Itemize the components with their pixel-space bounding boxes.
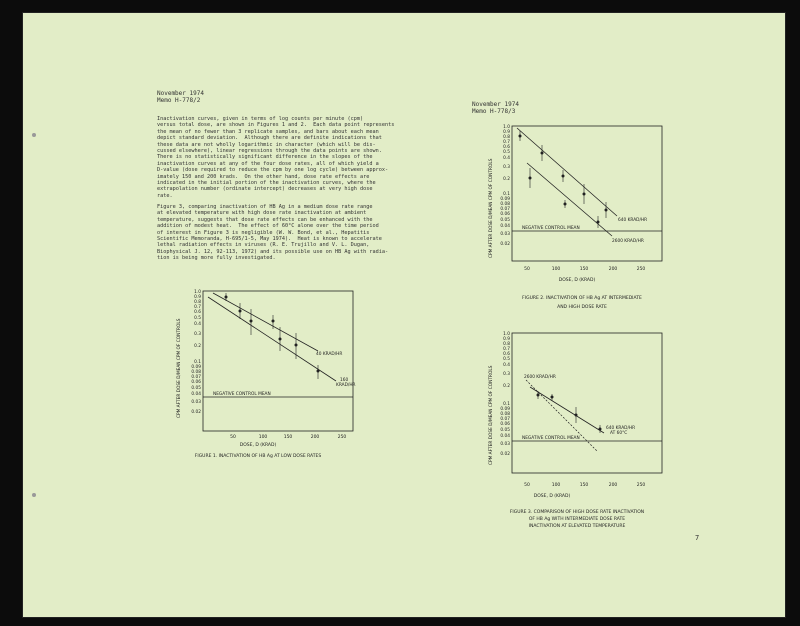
series-label-160-line1: 160 xyxy=(340,378,349,383)
y-tick: 0.08 xyxy=(500,412,510,417)
series-label-2600: 2600 KRAD/HR xyxy=(524,375,556,380)
figure-caption-line2: OF HB Ag WITH INTERMEDIATE DOSE RATE xyxy=(528,517,626,522)
y-tick: 0.4 xyxy=(194,322,201,327)
figure-caption: FIGURE 1. INACTIVATION OF HB Ag AT LOW DOSE RATES xyxy=(194,454,322,459)
body-paragraph-2: Figure 3, comparing inactivation of HB Ag in a medium dose rate range at elevated temperature with high dose rate inactivation at ambient temperature, suggests that dose rate effects can be enhanced with the addition of modest heat. The effect of 60°C alone over the time period of interest in Figure 3 is negligible (W. W. Bond, et al., Hepatitis Scientific Memoranda, H-695/1-5, May 1974). Heat is known to accelerate lethal radiation effects in viruses (R. E. Trujillo and V. L. Dugan, Biophysical J. 12, 92-113, 1972) and its possible use on HB Ag with radia- tion is being more fully investigated. xyxy=(157,204,389,262)
memo-date: November 1974 xyxy=(472,101,519,108)
y-tick: 0.2 xyxy=(503,384,510,389)
y-tick: 0.3 xyxy=(503,165,510,170)
page-number: 7 xyxy=(695,534,700,542)
series-label-640-line2: AT 60°C xyxy=(610,431,628,436)
memo-header-left xyxy=(157,90,204,104)
y-tick: 0.3 xyxy=(194,332,201,337)
y-tick: 0.03 xyxy=(500,442,510,447)
y-axis-label: CPM AFTER DOSE D/MEAN CPM OF CONTROLS xyxy=(489,158,494,258)
y-tick: 0.04 xyxy=(500,224,510,229)
y-tick-labels xyxy=(500,124,510,247)
punch-hole xyxy=(32,493,36,497)
x-tick: 200 xyxy=(310,435,320,440)
y-tick: 0.02 xyxy=(191,410,201,415)
y-tick: 0.06 xyxy=(500,422,510,427)
x-tick: 250 xyxy=(636,483,646,488)
y-tick: 0.5 xyxy=(194,316,201,321)
y-tick: 0.08 xyxy=(191,370,201,375)
series-label-40: 40 KRAD/HR xyxy=(316,352,343,357)
y-tick: 0.5 xyxy=(503,150,510,155)
y-tick-labels xyxy=(500,331,510,457)
negative-control-label: NEGATIVE CONTROL MEAN xyxy=(522,436,580,441)
y-tick: 0.1 xyxy=(194,360,201,365)
memo-ref: Memo H-778/3 xyxy=(472,108,516,115)
y-tick: 0.07 xyxy=(500,207,510,212)
regression-line-160 xyxy=(208,297,336,381)
x-tick-labels xyxy=(230,434,346,440)
y-tick: 0.08 xyxy=(500,202,510,207)
series-label-640-line1: 640 KRAD/HR xyxy=(606,426,636,431)
data-points xyxy=(519,131,607,228)
y-tick: 0.9 xyxy=(503,130,510,135)
y-tick: 0.04 xyxy=(500,434,510,439)
negative-control-label: NEGATIVE CONTROL MEAN xyxy=(522,226,580,231)
regression-line-40 xyxy=(213,293,318,351)
x-tick: 150 xyxy=(579,267,589,272)
y-tick: 0.8 xyxy=(503,135,510,140)
y-tick: 0.09 xyxy=(500,197,510,202)
y-tick: 0.6 xyxy=(503,145,510,150)
x-tick: 200 xyxy=(608,267,618,272)
x-axis-label: DOSE, D (KRAD) xyxy=(239,443,277,448)
y-tick: 0.4 xyxy=(503,156,510,161)
y-tick: 0.3 xyxy=(503,372,510,377)
x-tick-labels xyxy=(524,266,645,272)
x-tick: 150 xyxy=(283,435,293,440)
figure-caption-line1: FIGURE 2. INACTIVATION OF HB Ag AT INTERMEDIATE xyxy=(522,296,642,301)
body-paragraph-1: Inactivation curves, given in terms of log counts per minute (cpm) versus total dose, are shown in Figures 1 and 2. Each data point represents the mean of no fewer than 3 replicate samples, and bars about each mean depict standard deviation. Although there are definite indications that these data are not wholly logarithmic in character (which will be dis- cussed elsewhere), linear regressions through the data points are shown. There is no statistically significant difference in the slopes of the inactivation curves at any of the four dose rates, all of which yield a D-value (dose required to reduce the cpm by one log cycle) between approx- imately 150 and 200 krads. On the other hand, dose rate effects are indicated in the initial portion of the inactivation curves, where the extrapolation number (ordinate intercept) decreases at very high dose rate. xyxy=(157,116,395,199)
y-tick: 0.02 xyxy=(500,242,510,247)
y-tick: 0.04 xyxy=(191,392,201,397)
y-tick: 0.02 xyxy=(500,452,510,457)
series-label-2600: 2600 KRAD/HR xyxy=(612,239,644,244)
data-points xyxy=(225,293,319,379)
y-tick: 0.09 xyxy=(500,407,510,412)
series-label-640: 640 KRAD/HR xyxy=(618,218,648,223)
y-tick: 0.07 xyxy=(500,417,510,422)
x-axis-label: DOSE, D (KRAD) xyxy=(558,278,596,283)
memo-ref: Memo H-778/2 xyxy=(157,97,201,104)
y-tick: 0.07 xyxy=(191,375,201,380)
y-tick: 0.06 xyxy=(500,212,510,217)
figure-caption-line1: FIGURE 3. COMPARISON OF HIGH DOSE RATE INACTIVATION xyxy=(509,510,645,515)
x-tick: 200 xyxy=(608,483,618,488)
y-tick: 0.1 xyxy=(503,192,510,197)
y-tick: 0.8 xyxy=(503,342,510,347)
y-tick: 0.05 xyxy=(500,428,510,433)
y-tick: 0.8 xyxy=(194,300,201,305)
figure-3-chart xyxy=(472,325,677,540)
y-tick-labels xyxy=(191,289,201,415)
plot-area xyxy=(512,333,662,473)
x-tick: 50 xyxy=(230,435,236,440)
series-label-160-line2: KRAD/HR xyxy=(336,383,356,388)
y-axis-label: CPM AFTER DOSE D/MEAN CPM OF CONTROLS xyxy=(489,365,494,465)
x-axis-label: DOSE, D (KRAD) xyxy=(533,494,571,499)
y-tick: 0.4 xyxy=(503,363,510,368)
y-tick: 0.9 xyxy=(503,337,510,342)
regression-line-640-60c xyxy=(530,387,604,433)
y-axis-label: CPM AFTER DOSE D/MEAN CPM OF CONTROLS xyxy=(177,318,182,418)
negative-control-label: NEGATIVE CONTROL MEAN xyxy=(213,392,271,397)
y-tick: 0.6 xyxy=(503,352,510,357)
x-tick: 150 xyxy=(579,483,589,488)
y-tick: 0.6 xyxy=(194,310,201,315)
y-tick: 0.03 xyxy=(191,400,201,405)
figure-caption-line2: AND HIGH DOSE RATE xyxy=(557,305,607,310)
y-tick: 0.9 xyxy=(194,295,201,300)
x-tick: 50 xyxy=(524,267,530,272)
x-tick: 50 xyxy=(524,483,530,488)
y-tick: 0.2 xyxy=(503,177,510,182)
regression-line-640 xyxy=(517,128,617,216)
y-tick: 0.7 xyxy=(503,347,510,352)
y-tick: 0.06 xyxy=(191,380,201,385)
y-tick: 0.7 xyxy=(194,305,201,310)
y-tick: 0.7 xyxy=(503,140,510,145)
y-tick: 0.05 xyxy=(191,386,201,391)
x-tick: 250 xyxy=(337,435,347,440)
plot-area xyxy=(203,291,353,431)
figure-caption-line3: INACTIVATION AT ELEVATED TEMPERATURE xyxy=(528,524,626,529)
x-tick: 100 xyxy=(551,267,561,272)
x-tick: 100 xyxy=(258,435,268,440)
y-tick: 0.1 xyxy=(503,402,510,407)
y-tick: 1.0 xyxy=(503,125,510,130)
figure-1-chart xyxy=(158,283,368,463)
y-tick: 1.0 xyxy=(503,332,510,337)
x-tick: 250 xyxy=(636,267,646,272)
figure-2-chart xyxy=(472,118,677,313)
y-tick: 0.03 xyxy=(500,232,510,237)
x-tick: 100 xyxy=(551,483,561,488)
y-tick: 0.2 xyxy=(194,344,201,349)
y-tick: 0.5 xyxy=(503,357,510,362)
y-tick: 1.0 xyxy=(194,290,201,295)
y-tick: 0.09 xyxy=(191,365,201,370)
memo-header-right xyxy=(472,101,519,115)
y-tick: 0.05 xyxy=(500,218,510,223)
memo-date: November 1974 xyxy=(157,90,204,97)
x-tick-labels xyxy=(524,482,645,488)
punch-hole xyxy=(32,133,36,137)
